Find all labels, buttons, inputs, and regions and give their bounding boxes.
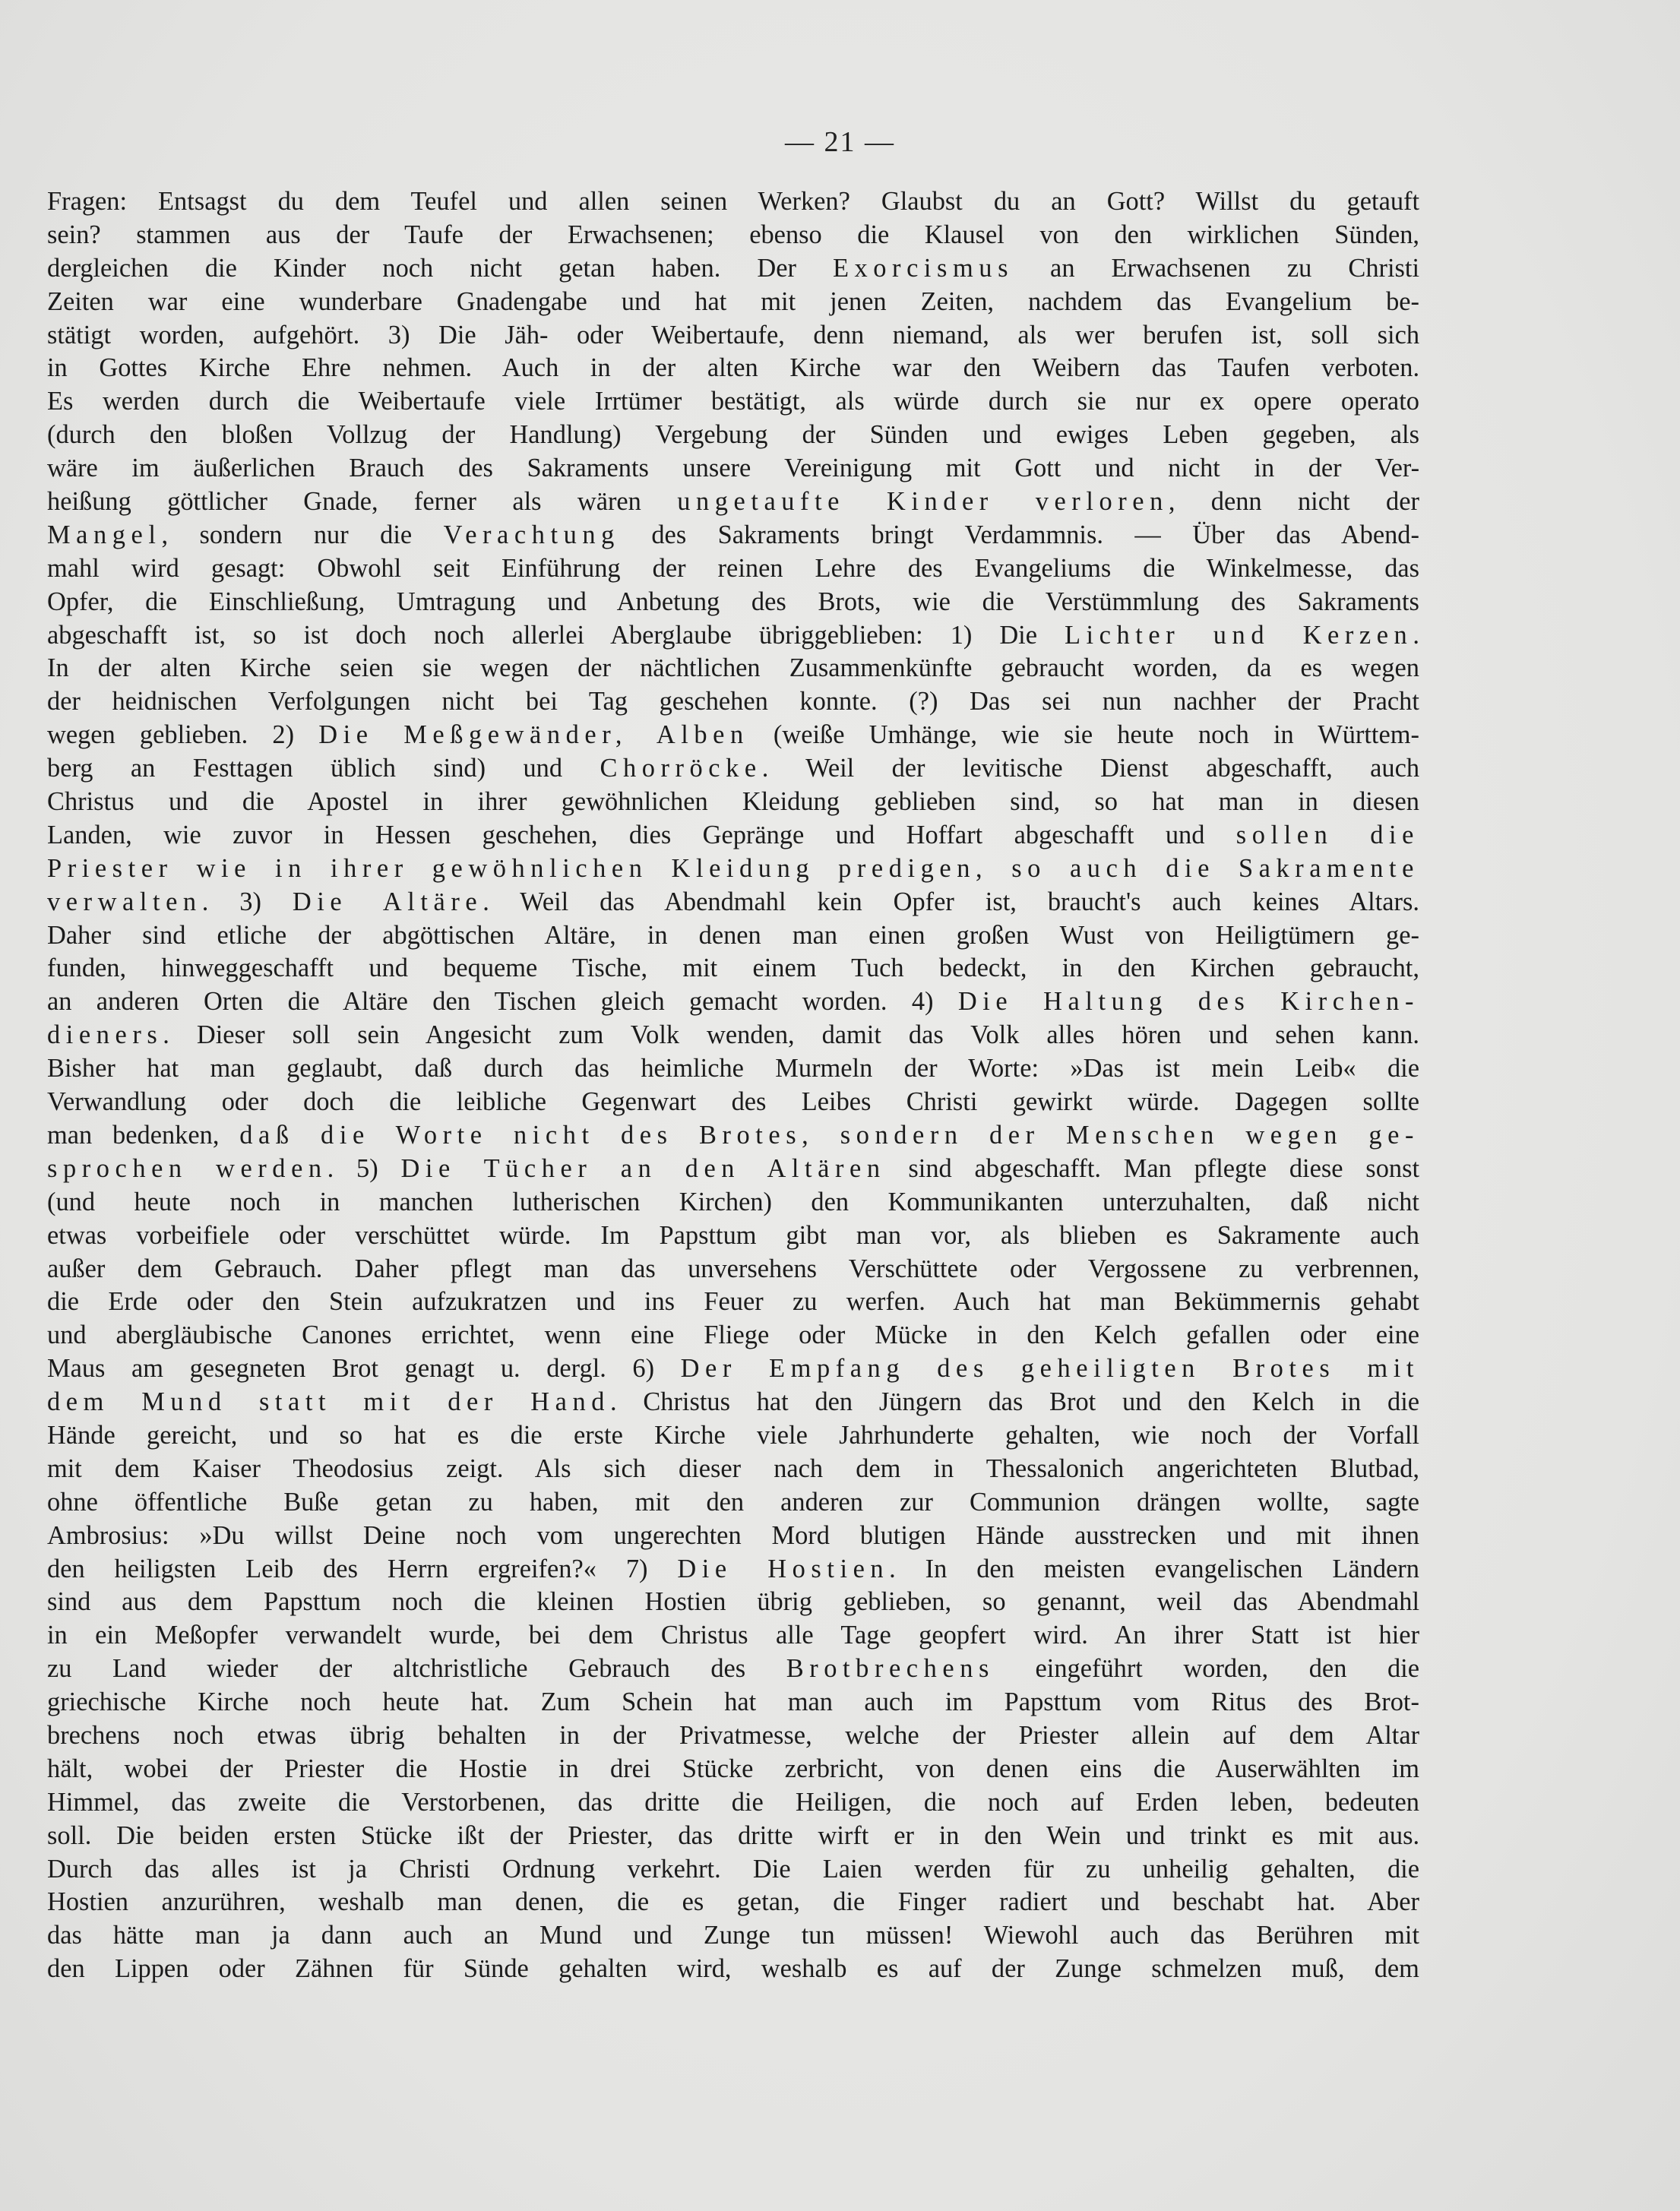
spaced-emphasis: Die Altäre <box>292 887 483 916</box>
spaced-emphasis: sollen die <box>1235 820 1419 849</box>
text-run: des Sakraments bringt Verdammnis. — Über das Abend- <box>619 520 1419 549</box>
text-run: sind aus dem Papsttum noch die kleinen Hostien übrig geblieben, so genannt, weil das Abendmahl <box>47 1587 1419 1617</box>
text-run: in Gottes Kirche Ehre nehmen. Auch in der alten Kirche war den Weibern das Taufen verboten. <box>47 353 1419 383</box>
text-line <box>47 1719 1419 1753</box>
text-line <box>47 1352 1419 1386</box>
text-run: brechens noch etwas übrig behalten in der Privatmesse, welche der Priester allein auf dem Altar <box>47 1720 1419 1750</box>
text-line <box>47 1919 1419 1953</box>
text-line <box>47 252 1419 286</box>
spaced-emphasis: Verachtung <box>443 520 620 549</box>
text-run: griechische Kirche noch heute hat. Zum Schein hat man auch im Papsttum vom Ritus des Brot- <box>47 1688 1419 1717</box>
text-run: In der alten Kirche seien sie wegen der nächtlichen Zusammenkünfte gebraucht worden, da es wegen <box>47 653 1419 683</box>
text-run: eingeführt worden, den die <box>994 1654 1419 1684</box>
text-line <box>47 519 1419 552</box>
text-line <box>47 752 1419 786</box>
text-line <box>47 952 1419 985</box>
text-line <box>47 685 1419 719</box>
text-line <box>47 1686 1419 1719</box>
text-line <box>47 719 1419 752</box>
text-line <box>47 1953 1419 1986</box>
text-run: dergleichen die Kinder noch nicht getan haben. Der <box>47 253 833 283</box>
spaced-emphasis: Chorröcke <box>600 754 762 783</box>
text-run: (weiße Umhänge, wie sie heute noch in Württem- <box>748 720 1419 750</box>
text-line <box>47 586 1419 619</box>
text-line <box>47 1386 1419 1419</box>
text-line <box>47 185 1419 219</box>
text-run: sind abgeschafft. Man pflegte diese sonst <box>885 1153 1419 1183</box>
text-line <box>47 886 1419 919</box>
text-line <box>47 1253 1419 1286</box>
text-line <box>47 985 1419 1019</box>
page-number: — 21 — <box>785 126 895 158</box>
text-run: den heiligsten Leib des Herrn ergreifen?« 7) <box>47 1554 678 1583</box>
text-run: Durch das alles ist ja Christi Ordnung verkehrt. Die Laien werden für zu unheilig gehalten, die <box>47 1854 1419 1884</box>
text-run: außer dem Gebrauch. Daher pflegt man das unversehens Verschüttete oder Vergossene zu verbrennen, <box>47 1254 1419 1283</box>
spaced-emphasis: Priester wie in ihrer gewöhnlichen Kleidung predigen, so auch die Sakramente <box>47 853 1419 883</box>
text-line <box>47 652 1419 685</box>
text-line <box>47 1586 1419 1619</box>
text-run: hält, wobei der Priester die Hostie in drei Stücke zerbricht, von denen eins die Auserwählten im <box>47 1754 1419 1783</box>
text-line <box>47 286 1419 319</box>
text-line <box>47 1853 1419 1887</box>
spaced-emphasis: Exorcismus <box>832 253 1014 283</box>
text-run: . <box>1413 620 1419 650</box>
text-run: Himmel, das zweite die Verstorbenen, das dritte die Heiligen, die noch auf Erden leben, bedeuten <box>47 1787 1419 1817</box>
text-line <box>47 552 1419 586</box>
text-run: das hätte man ja dann auch an Mund und Zunge tun müssen! Wiewohl auch das Berühren mit <box>47 1921 1419 1950</box>
text-run: Maus am gesegneten Brot genagt u. dergl. 6) <box>47 1354 681 1384</box>
text-run: . In den meisten evangelischen Ländern <box>889 1554 1419 1583</box>
spaced-emphasis: daß die Worte nicht des Brotes, sondern der Menschen wegen ge- <box>239 1120 1419 1150</box>
text-run: Ambrosius: »Du willst Deine noch vom ungerechten Mord blutigen Hände ausstrecken und mit ihnen <box>47 1520 1419 1550</box>
text-line <box>47 1753 1419 1786</box>
spaced-emphasis: Die Hostien <box>677 1554 890 1583</box>
text-run: stätigt worden, aufgehört. 3) Die Jäh- oder Weibertaufe, denn niemand, als wer berufen ist, soll sich <box>47 320 1419 350</box>
text-run: in ein Meßopfer verwandelt wurde, bei dem Christus alle Tage geopfert wird. An ihrer Statt ist hier <box>47 1621 1419 1650</box>
text-line <box>47 385 1419 419</box>
text-run: wäre im äußerlichen Brauch des Sakraments unsere Vereinigung mit Gott und nicht in der Ver- <box>47 454 1419 483</box>
text-line <box>47 1453 1419 1486</box>
text-line <box>47 1653 1419 1686</box>
spaced-emphasis: Brotbrechens <box>786 1654 995 1684</box>
text-run: . Weil das Abendmahl kein Opfer ist, braucht's auch keines Altars. <box>482 887 1419 916</box>
text-run: Verwandlung oder doch die leibliche Gegenwart des Leibes Christi gewirkt würde. Dagegen sollte <box>47 1087 1419 1117</box>
text-run: . 5) <box>327 1153 401 1183</box>
text-line <box>47 1886 1419 1919</box>
text-run: ohne öffentliche Buße getan zu haben, mit den anderen zur Communion drängen wollte, sagte <box>47 1487 1419 1517</box>
text-line <box>47 1786 1419 1820</box>
text-run: funden, hinweggeschafft und bequeme Tische, mit einem Tuch bedeckt, in den Kirchen gebraucht, <box>47 954 1419 983</box>
text-line <box>47 1553 1419 1586</box>
spaced-emphasis: dieners <box>47 1020 163 1050</box>
text-run: Fragen: Entsagst du dem Teufel und allen seinen Werken? Glaubst du an Gott? Willst du getauft <box>47 187 1419 216</box>
text-line <box>47 419 1419 452</box>
text-line <box>47 619 1419 653</box>
text-run: Landen, wie zuvor in Hessen geschehen, dies Gepränge und Hoffart abgeschafft und <box>47 820 1236 849</box>
text-run: soll. Die beiden ersten Stücke ißt der Priester, das dritte wirft er in den Wein und trinkt es mit aus. <box>47 1820 1419 1850</box>
text-run: Zeiten war eine wunderbare Gnadengabe und hat mit jenen Zeiten, nachdem das Evangelium be- <box>47 286 1419 316</box>
text-run: Hostien anzurühren, weshalb man denen, die es getan, die Finger radiert und beschabt hat. Aber <box>47 1887 1419 1917</box>
text-line <box>47 786 1419 819</box>
body-text <box>47 185 1419 1986</box>
text-run: heißung göttlicher Gnade, ferner als wären <box>47 487 678 517</box>
text-run: Bisher hat man geglaubt, daß durch das heimliche Murmeln der Worte: »Das ist mein Leib« die <box>47 1054 1419 1083</box>
text-run: etwas vorbeifiele oder verschüttet würde. Im Papsttum gibt man vor, als blieben es Sakramente auch <box>47 1220 1419 1250</box>
text-run: Opfer, die Einschließung, Umtragung und Anbetung des Brots, wie die Verstümmlung des Sakraments <box>47 587 1419 616</box>
text-run: und abergläubische Canones errichtet, wenn eine Fliege oder Mücke in den Kelch gefallen oder eine <box>47 1321 1419 1350</box>
text-line <box>47 1286 1419 1319</box>
text-line <box>47 1186 1419 1219</box>
text-run: abgeschafft ist, so ist doch noch allerlei Aberglaube übriggeblieben: 1) Die <box>47 620 1065 650</box>
spaced-emphasis: sprochen werden <box>47 1153 327 1183</box>
spaced-emphasis: Die Haltung des Kirchen- <box>957 987 1419 1017</box>
text-line <box>47 1052 1419 1086</box>
text-line <box>47 1119 1419 1153</box>
text-run: Daher sind etliche der abgöttischen Altäre, in denen man einen großen Wust von Heiligtümern ge- <box>47 920 1419 950</box>
text-run: zu Land wieder der altchristliche Gebrauch des <box>47 1654 786 1684</box>
text-run: . Dieser soll sein Angesicht zum Volk wenden, damit das Volk alles hören und sehen kann. <box>163 1020 1419 1050</box>
text-run: , denn nicht der <box>1168 487 1419 517</box>
text-line <box>47 919 1419 953</box>
text-run: die Erde oder den Stein aufzukratzen und ins Feuer zu werfen. Auch hat man Bekümmernis gehabt <box>47 1287 1419 1317</box>
spaced-emphasis: Der Empfang des geheiligten Brotes mit <box>680 1354 1419 1384</box>
text-run: . Christus hat den Jüngern das Brot und den Kelch in die <box>609 1387 1419 1417</box>
text-run: der heidnischen Verfolgungen nicht bei Tag geschehen konnte. (?) Das sei nun nachher der Pracht <box>47 687 1419 716</box>
text-line <box>47 1086 1419 1119</box>
text-line <box>47 1419 1419 1453</box>
text-run: (und heute noch in manchen lutherischen Kirchen) den Kommunikanten unterzuhalten, daß nicht <box>47 1187 1419 1216</box>
text-line <box>47 852 1419 886</box>
text-run: . Weil der levitische Dienst abgeschafft, auch <box>761 754 1419 783</box>
text-line <box>47 1219 1419 1253</box>
spaced-emphasis: verwalten <box>47 887 202 916</box>
text-line <box>47 1486 1419 1520</box>
text-run: mahl wird gesagt: Obwohl seit Einführung der reinen Lehre des Evangeliums die Winkelmesse, das <box>47 553 1419 583</box>
text-line <box>47 319 1419 353</box>
text-run: . 3) <box>201 887 293 916</box>
spaced-emphasis: ungetaufte Kinder verloren <box>677 487 1169 517</box>
text-run: , sondern nur die <box>161 520 444 549</box>
text-run: sein? stammen aus der Taufe der Erwachsenen; ebenso die Klausel von den wirklichen Sünden, <box>47 220 1419 249</box>
spaced-emphasis: Lichter und Kerzen <box>1064 620 1413 650</box>
text-run: Es werden durch die Weibertaufe viele Irrtümer bestätigt, als würde durch sie nur ex opere operato <box>47 387 1419 416</box>
spaced-emphasis: Die Tücher an den Altären <box>400 1153 886 1183</box>
spaced-emphasis: Die Meßgewänder, Alben <box>318 720 749 750</box>
text-line <box>47 1153 1419 1186</box>
text-run: mit dem Kaiser Theodosius zeigt. Als sich dieser nach dem in Thessalonich angerichteten Blutbad, <box>47 1453 1419 1483</box>
text-run: man bedenken, <box>47 1120 240 1150</box>
text-run: wegen geblieben. 2) <box>47 720 319 750</box>
text-line <box>47 1520 1419 1553</box>
text-run: Hände gereicht, und so hat es die erste Kirche viele Jahrhunderte gehalten, wie noch der Vorfall <box>47 1420 1419 1450</box>
text-run: Christus und die Apostel in ihrer gewöhnlichen Kleidung geblieben sind, so hat man in diesen <box>47 787 1419 817</box>
spaced-emphasis: dem Mund statt mit der Hand <box>47 1387 610 1417</box>
text-line <box>47 219 1419 252</box>
spaced-emphasis: Mangel <box>47 520 162 549</box>
text-run: berg an Festtagen üblich sind) und <box>47 754 600 783</box>
text-run: (durch den bloßen Vollzug der Handlung) Vergebung der Sünden und ewiges Leben gegeben, als <box>47 420 1419 450</box>
text-line <box>47 1820 1419 1853</box>
text-line <box>47 1019 1419 1052</box>
text-line <box>47 452 1419 486</box>
text-line <box>47 819 1419 852</box>
text-line <box>47 1319 1419 1352</box>
text-line <box>47 352 1419 385</box>
text-run: den Lippen oder Zähnen für Sünde gehalten wird, weshalb es auf der Zunge schmelzen muß, dem <box>47 1954 1419 1984</box>
text-run: an anderen Orten die Altäre den Tischen gleich gemacht worden. 4) <box>47 987 958 1017</box>
text-line <box>47 1619 1419 1653</box>
text-line <box>47 486 1419 519</box>
text-run: an Erwachsenen zu Christi <box>1014 253 1419 283</box>
